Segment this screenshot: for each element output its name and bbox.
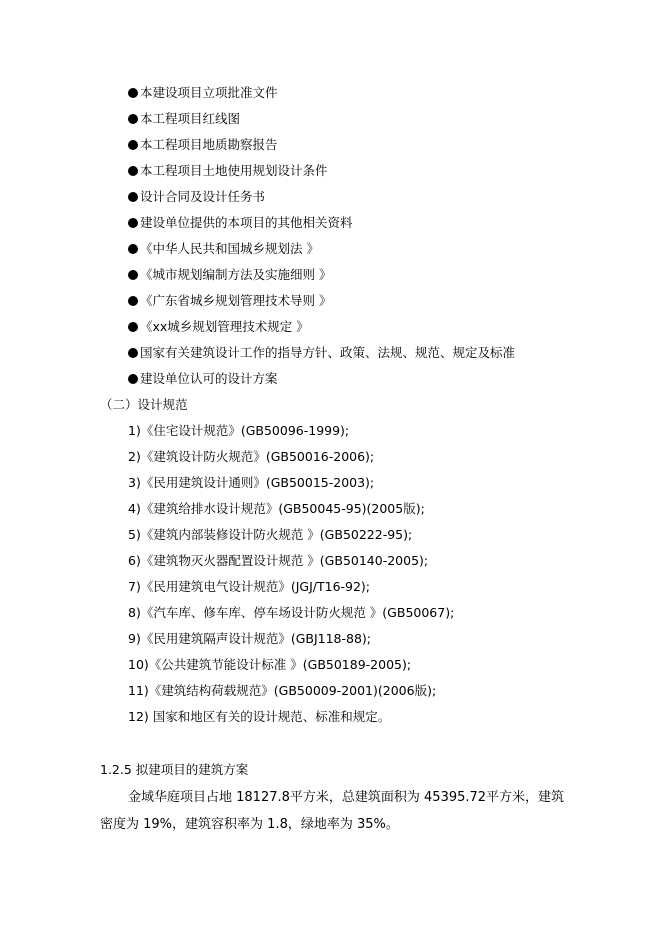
list-item: 11)《建筑结构荷载规范》(GB50009-2001)(2006版); xyxy=(128,683,437,698)
bullet-icon xyxy=(128,88,138,98)
list-item: 本工程项目地质勘察报告 xyxy=(128,137,278,153)
list-item: 5)《建筑内部装修设计防火规范 》(GB50222-95); xyxy=(128,527,413,542)
list-item: 9)《民用建筑隔声设计规范》(GBJ118-88); xyxy=(128,631,372,646)
list-item: 12) 国家和地区有关的设计规范、标准和规定。 xyxy=(128,709,391,724)
list-item: 本工程项目土地使用规划设计条件 xyxy=(128,163,328,179)
list-item: 《xx城乡规划管理技术规定 》 xyxy=(128,319,309,335)
list-item: 国家有关建筑设计工作的指导方针、政策、法规、规范、规定及标准 xyxy=(128,345,515,361)
list-item: 10)《公共建筑节能设计标准 》(GB50189-2005); xyxy=(128,657,412,672)
bullet-icon xyxy=(128,140,138,150)
bullet-icon xyxy=(128,244,138,254)
bullet-icon xyxy=(128,114,138,124)
list-item: 设计合同及设计任务书 xyxy=(128,189,265,205)
bullet-icon xyxy=(128,192,138,202)
section-heading-building-scheme: 1.2.5 拟建项目的建筑方案 xyxy=(100,762,249,777)
bullet-icon xyxy=(128,348,138,358)
list-item: 1)《住宅设计规范》(GB50096-1999); xyxy=(128,423,350,438)
bullet-icon xyxy=(128,166,138,176)
list-item: 建设单位提供的本项目的其他相关资料 xyxy=(128,215,353,231)
list-item: 7)《民用建筑电气设计规范》(JGJ/T16-92); xyxy=(128,579,371,594)
list-item: 8)《汽车库、修车库、停车场设计防火规范 》(GB50067); xyxy=(128,605,455,620)
list-item: 建设单位认可的设计方案 xyxy=(128,371,278,387)
bullet-icon xyxy=(128,322,138,332)
bullet-icon xyxy=(128,374,138,384)
list-item: 本工程项目红线图 xyxy=(128,111,240,127)
list-item: 3)《民用建筑设计通则》(GB50015-2003); xyxy=(128,475,375,490)
bullet-icon xyxy=(128,218,138,228)
section-heading-design-norms: （二）设计规范 xyxy=(100,397,188,412)
scheme-paragraph: 金域华庭项目占地 18127.8平方米，总建筑面积为 45395.72平方米，建筑密度为 19%，建筑容积率为 1.8，绿地率为 35%。 xyxy=(100,790,565,832)
list-item: 6)《建筑物灭火器配置设计规范 》(GB50140-2005); xyxy=(128,553,429,568)
list-item: 《中华人民共和国城乡规划法 》 xyxy=(128,241,319,257)
bullet-icon xyxy=(128,270,138,280)
list-item: 《城市规划编制方法及实施细则 》 xyxy=(128,267,331,283)
list-item: 本建设项目立项批准文件 xyxy=(128,85,278,101)
bullet-icon xyxy=(128,296,138,306)
list-item: 4)《建筑给排水设计规范》(GB50045-95)(2005版); xyxy=(128,501,425,516)
list-item: 2)《建筑设计防火规范》(GB50016-2006); xyxy=(128,449,375,464)
list-item: 《广东省城乡规划管理技术导则 》 xyxy=(128,293,331,309)
